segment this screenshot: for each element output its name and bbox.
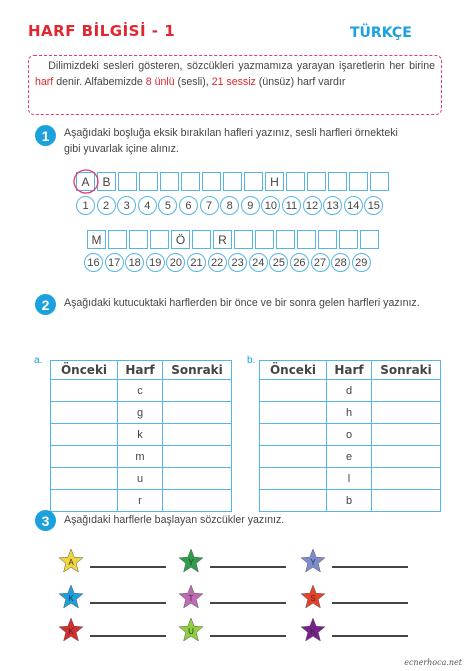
number-bubble: 5 <box>158 196 177 215</box>
number-bubble: 20 <box>166 253 185 272</box>
letter-box[interactable]: A <box>76 172 95 191</box>
header-before: Önceki <box>51 361 118 380</box>
letter-box[interactable] <box>286 172 305 191</box>
before-cell[interactable] <box>260 468 327 490</box>
before-cell[interactable] <box>51 446 118 468</box>
example-vowel-circle <box>72 168 100 196</box>
star-letter: K <box>310 627 316 636</box>
letter-box[interactable] <box>160 172 179 191</box>
question-3-text: Aşağıdaki harflerle başlayan sözcükler yazınız. <box>64 514 285 526</box>
before-cell[interactable] <box>260 446 327 468</box>
info-text: Dilimizdeki sesleri gösteren, sözcükleri yazmamıza yarayan işaretlerin her birine harf denir. Alfabemizde 8 ünlü (sesli), 21 sessiz (ünsüz) harf vardır <box>35 60 435 88</box>
letter-cell: k <box>118 424 163 446</box>
letter-box[interactable] <box>244 172 263 191</box>
number-bubble: 12 <box>303 196 322 215</box>
letter-box[interactable] <box>192 230 211 249</box>
table-b <box>259 360 441 512</box>
star-icon <box>300 617 326 643</box>
table-row <box>51 468 232 490</box>
star-icon <box>300 548 326 574</box>
letter-cell: r <box>118 490 163 512</box>
letter-cell: g <box>118 402 163 424</box>
table-row <box>260 424 441 446</box>
before-cell[interactable] <box>51 424 118 446</box>
letter-box[interactable] <box>202 172 221 191</box>
answer-line[interactable] <box>90 635 166 637</box>
number-bubble: 4 <box>138 196 157 215</box>
before-cell[interactable] <box>260 490 327 512</box>
table-b-label: b. <box>247 355 256 366</box>
letter-box[interactable]: Ö <box>171 230 190 249</box>
after-cell[interactable] <box>372 424 441 446</box>
answer-line[interactable] <box>90 566 166 568</box>
answer-line[interactable] <box>90 602 166 604</box>
star-letter: K <box>68 627 74 636</box>
question-1-number: 1 <box>35 125 56 146</box>
letter-box[interactable] <box>118 172 137 191</box>
letter-box[interactable]: R <box>213 230 232 249</box>
after-cell[interactable] <box>163 424 232 446</box>
header-after: Sonraki <box>163 361 232 380</box>
number-bubble: 29 <box>352 253 371 272</box>
star-icon <box>178 548 204 574</box>
number-bubble: 25 <box>269 253 288 272</box>
before-cell[interactable] <box>260 380 327 402</box>
table-row <box>260 402 441 424</box>
star-letter: S <box>310 594 316 603</box>
before-cell[interactable] <box>51 468 118 490</box>
number-row-1 <box>76 196 385 215</box>
page-title: HARF BİLGİSİ - 1 <box>28 22 176 40</box>
after-cell[interactable] <box>163 380 232 402</box>
letter-box[interactable] <box>328 172 347 191</box>
table-row <box>51 490 232 512</box>
after-cell[interactable] <box>372 402 441 424</box>
number-bubble: 1 <box>76 196 95 215</box>
number-bubble: 9 <box>241 196 260 215</box>
question-3-number: 3 <box>35 510 56 531</box>
table-a <box>50 360 232 512</box>
after-cell[interactable] <box>372 468 441 490</box>
star-letter: K <box>68 594 74 603</box>
answer-line[interactable] <box>210 566 286 568</box>
star-icon <box>58 548 84 574</box>
number-bubble: 16 <box>84 253 103 272</box>
number-bubble: 28 <box>331 253 350 272</box>
letter-cell: u <box>118 468 163 490</box>
letter-cell: o <box>327 424 372 446</box>
subject-title: TÜRKÇE <box>350 25 412 41</box>
after-cell[interactable] <box>163 490 232 512</box>
letter-box[interactable] <box>318 230 337 249</box>
before-cell[interactable] <box>51 402 118 424</box>
letter-box[interactable] <box>150 230 169 249</box>
table-row <box>260 380 441 402</box>
number-bubble: 13 <box>323 196 342 215</box>
number-bubble: 8 <box>220 196 239 215</box>
number-bubble: 18 <box>125 253 144 272</box>
letter-box[interactable] <box>307 172 326 191</box>
star-icon <box>178 617 204 643</box>
star-icon <box>58 584 84 610</box>
after-cell[interactable] <box>163 468 232 490</box>
number-row-2 <box>84 253 372 272</box>
letter-box[interactable] <box>276 230 295 249</box>
star-letter: Y <box>310 558 316 567</box>
number-bubble: 24 <box>249 253 268 272</box>
number-bubble: 23 <box>228 253 247 272</box>
question-2-text: Aşağıdaki kutucuktaki harflerden bir önce ve bir sonra gelen harfleri yazınız. <box>64 297 420 309</box>
question-2-number: 2 <box>35 294 56 315</box>
letter-box[interactable] <box>129 230 148 249</box>
star-letter: Y <box>188 558 194 567</box>
before-cell[interactable] <box>51 380 118 402</box>
number-bubble: 19 <box>146 253 165 272</box>
number-bubble: 7 <box>200 196 219 215</box>
number-bubble: 2 <box>97 196 116 215</box>
table-row <box>51 446 232 468</box>
answer-line[interactable] <box>210 602 286 604</box>
letter-box[interactable] <box>360 230 379 249</box>
letter-cell: h <box>327 402 372 424</box>
answer-line[interactable] <box>332 635 408 637</box>
letter-box[interactable]: H <box>265 172 284 191</box>
answer-line[interactable] <box>332 566 408 568</box>
credit-text: ecnerhoca.net <box>404 658 462 667</box>
after-cell[interactable] <box>163 402 232 424</box>
star-letter: T <box>188 594 194 603</box>
table-row <box>260 446 441 468</box>
before-cell[interactable] <box>260 402 327 424</box>
letter-box[interactable] <box>370 172 389 191</box>
letter-box[interactable] <box>108 230 127 249</box>
after-cell[interactable] <box>372 446 441 468</box>
letter-box[interactable] <box>223 172 242 191</box>
letter-row-1 <box>76 172 391 191</box>
star-icon <box>178 584 204 610</box>
letter-box[interactable]: B <box>97 172 116 191</box>
number-bubble: 26 <box>290 253 309 272</box>
letter-box[interactable] <box>181 172 200 191</box>
number-bubble: 27 <box>311 253 330 272</box>
table-a-label: a. <box>34 355 43 366</box>
letter-cell: c <box>118 380 163 402</box>
number-bubble: 15 <box>364 196 383 215</box>
letter-box[interactable] <box>139 172 158 191</box>
letter-box[interactable] <box>349 172 368 191</box>
number-bubble: 11 <box>282 196 301 215</box>
letter-box[interactable] <box>297 230 316 249</box>
number-bubble: 17 <box>105 253 124 272</box>
letter-row-2 <box>87 230 381 249</box>
answer-line[interactable] <box>210 635 286 637</box>
star-icon <box>58 617 84 643</box>
table-row <box>51 424 232 446</box>
after-cell[interactable] <box>372 380 441 402</box>
number-bubble: 14 <box>344 196 363 215</box>
header-after: Sonraki <box>372 361 441 380</box>
number-bubble: 3 <box>117 196 136 215</box>
header-letter: Harf <box>327 361 372 380</box>
question-1-text: Aşağıdaki boşluğa eksik bırakılan hafleri yazınız, sesli harfleri örnekteki gibi yuvarlak içine alınız. <box>64 127 398 155</box>
letter-cell: e <box>327 446 372 468</box>
before-cell[interactable] <box>51 490 118 512</box>
header-before: Önceki <box>260 361 327 380</box>
letter-box[interactable]: M <box>87 230 106 249</box>
letter-box[interactable] <box>339 230 358 249</box>
letter-cell: l <box>327 468 372 490</box>
number-bubble: 22 <box>208 253 227 272</box>
letter-cell: d <box>327 380 372 402</box>
table-row <box>260 490 441 512</box>
table-row <box>260 468 441 490</box>
star-letter: A <box>68 558 74 567</box>
number-bubble: 21 <box>187 253 206 272</box>
star-icon <box>300 584 326 610</box>
before-cell[interactable] <box>260 424 327 446</box>
table-row <box>51 380 232 402</box>
number-bubble: 6 <box>179 196 198 215</box>
star-letter: U <box>188 627 194 636</box>
header-letter: Harf <box>118 361 163 380</box>
after-cell[interactable] <box>372 490 441 512</box>
number-bubble: 10 <box>261 196 280 215</box>
letter-cell: b <box>327 490 372 512</box>
answer-line[interactable] <box>332 602 408 604</box>
letter-cell: m <box>118 446 163 468</box>
after-cell[interactable] <box>163 446 232 468</box>
letter-box[interactable] <box>234 230 253 249</box>
letter-box[interactable] <box>255 230 274 249</box>
table-row <box>51 402 232 424</box>
